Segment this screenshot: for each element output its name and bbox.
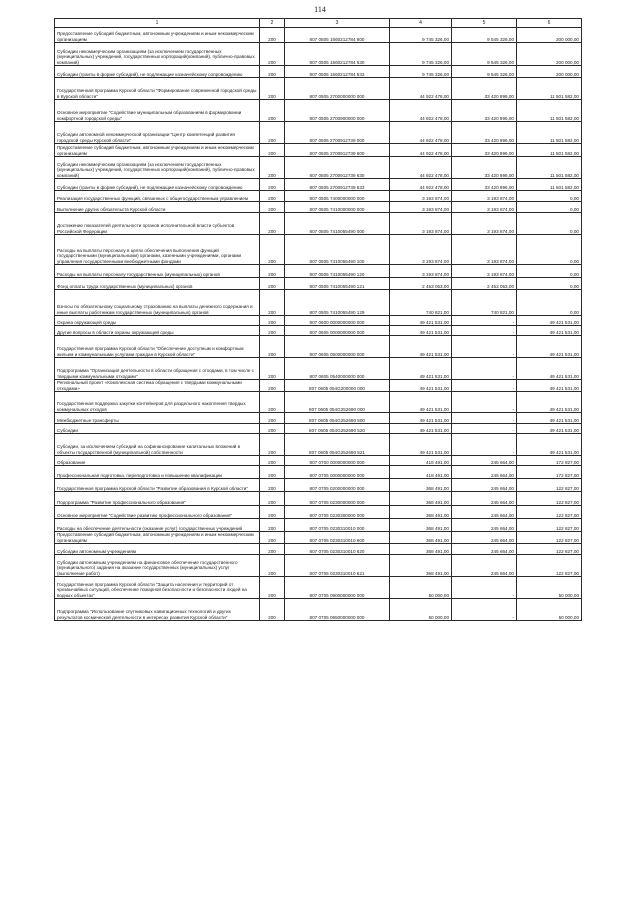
row-value-col6: 11 501 582,00 [517, 157, 582, 179]
row-value-col5: 245 664,00 [452, 506, 517, 519]
table-row [55, 434, 582, 456]
row-gr-code: 200 [260, 392, 285, 413]
row-gr-code: 200 [260, 599, 285, 621]
row-gr-code: 200 [260, 380, 285, 392]
table-row [55, 278, 582, 290]
row-classification-code: 807 0705 0230300000 000 [285, 506, 390, 519]
table-row [55, 100, 582, 122]
row-name: Субсидии (гранты в форме субсидий), не подлежащие казначейскому сопровождению [55, 179, 260, 191]
row-name: Государственная программа Курской области "Развитие образования в Курской области" [55, 479, 260, 492]
row-gr-code: 200 [260, 555, 285, 577]
row-name: Основное мероприятие "Содействие муниципальным образованиям в формировании комфортной городской среды" [55, 100, 260, 122]
table-row [55, 213, 582, 235]
row-classification-code: 807 0505 2700912739 633 [285, 179, 390, 191]
table-row [55, 336, 582, 358]
row-classification-code: 807 0505 2700912739 000 [285, 122, 390, 144]
table-row [55, 456, 582, 466]
row-value-col6: 122 827,00 [517, 492, 582, 506]
table-row [55, 179, 582, 191]
row-value-col6: 200 000,00 [517, 43, 582, 66]
row-value-col4: 44 922 478,00 [390, 157, 452, 179]
row-value-col6: 11 501 582,00 [517, 100, 582, 122]
column-header: 3 [285, 19, 390, 28]
row-name: Предоставление субсидий бюджетным, автономным учреждениям и иным некоммерческим организациям [55, 28, 260, 43]
row-value-col4: 49 421 531,00 [390, 434, 452, 456]
row-gr-code: 200 [260, 532, 285, 544]
table-row [55, 424, 582, 434]
row-value-col5: 33 420 896,00 [452, 179, 517, 191]
row-gr-code: 200 [260, 358, 285, 380]
row-classification-code: 807 0605 054G200000 000 [285, 380, 390, 392]
row-value-col4: 9 745 326,00 [390, 43, 452, 66]
row-value-col5: - [452, 358, 517, 380]
row-value-col4: 3 193 874,00 [390, 235, 452, 265]
table-row [55, 28, 582, 43]
table-row [55, 479, 582, 492]
row-classification-code: 807 0705 0230000000 000 [285, 492, 390, 506]
row-name: Взносы по обязательному социальному страхованию на выплаты денежного содержания и иные выплаты работникам государственных (муниципальных) органов [55, 290, 260, 316]
row-value-col4: 44 922 478,00 [390, 100, 452, 122]
row-value-col5: 33 420 896,00 [452, 122, 517, 144]
row-classification-code: 807 0705 0230310010 621 [285, 555, 390, 577]
row-value-col6: 0,00 [517, 278, 582, 290]
row-value-col4: 3 193 874,00 [390, 191, 452, 202]
row-value-col6: 49 421 531,00 [517, 392, 582, 413]
row-value-col5: 9 545 326,00 [452, 28, 517, 43]
row-value-col5: - [452, 316, 517, 326]
row-value-col5: - [452, 392, 517, 413]
row-value-col6: 200 000,00 [517, 28, 582, 43]
table-row [55, 78, 582, 100]
row-value-col5: 740 821,00 [452, 290, 517, 316]
row-name: Образование [55, 456, 260, 466]
row-gr-code: 200 [260, 78, 285, 100]
row-value-col5: 9 545 326,00 [452, 43, 517, 66]
row-value-col4: 368 491,00 [390, 479, 452, 492]
row-value-col4: 49 421 531,00 [390, 316, 452, 326]
row-value-col6: 50 000,00 [517, 577, 582, 599]
row-value-col4: 3 193 874,00 [390, 202, 452, 213]
row-classification-code: 807 0605 0540000000 000 [285, 358, 390, 380]
row-classification-code: 807 0505 2700000000 000 [285, 78, 390, 100]
row-classification-code: 807 0505 7410055490 121 [285, 278, 390, 290]
row-gr-code: 200 [260, 577, 285, 599]
row-value-col6: 49 421 531,00 [517, 434, 582, 456]
row-value-col6: 0,00 [517, 235, 582, 265]
row-value-col5: 33 420 896,00 [452, 144, 517, 157]
row-gr-code: 200 [260, 544, 285, 555]
table-row [55, 43, 582, 66]
row-value-col5: - [452, 336, 517, 358]
row-name: Субсидии некоммерческим организациям (за исключением государственных (муниципальных) учреждений, государственных корпораций(компаний), публично-правовых компаний) [55, 157, 260, 179]
row-value-col6: 50 000,00 [517, 599, 582, 621]
row-gr-code: 200 [260, 235, 285, 265]
row-value-col5: 33 420 896,00 [452, 157, 517, 179]
row-classification-code: 807 0705 0900000000 000 [285, 577, 390, 599]
row-classification-code: 807 0505 7410055490 100 [285, 235, 390, 265]
table-row [55, 544, 582, 555]
row-value-col4: 368 491,00 [390, 544, 452, 555]
row-gr-code: 200 [260, 43, 285, 66]
row-value-col6: 200 000,00 [517, 66, 582, 78]
row-value-col5: 245 664,00 [452, 544, 517, 555]
row-value-col5: 245 664,00 [452, 456, 517, 466]
row-value-col6: 122 827,00 [517, 479, 582, 492]
row-value-col4: 2 453 053,00 [390, 278, 452, 290]
row-value-col6: 122 827,00 [517, 544, 582, 555]
row-gr-code: 200 [260, 326, 285, 336]
row-name: Предоставление субсидий бюджетным, автономным учреждениям и иным некоммерческим организациям [55, 532, 260, 544]
row-value-col4: 9 745 326,00 [390, 28, 452, 43]
row-name: Субсидии автономным учреждениям [55, 544, 260, 555]
row-name: Охрана окружающей среды [55, 316, 260, 326]
row-classification-code: 807 0705 0200000000 000 [285, 479, 390, 492]
row-value-col6: 49 421 531,00 [517, 316, 582, 326]
row-value-col4: 44 922 478,00 [390, 78, 452, 100]
page-number: 114 [314, 5, 326, 14]
row-value-col6: 0,00 [517, 202, 582, 213]
row-classification-code: 807 0705 0950000000 000 [285, 599, 390, 621]
row-name: Государственная поддержка закупки контейнеров для раздельного накопления твердых коммунальных отходов [55, 392, 260, 413]
table-row [55, 157, 582, 179]
row-name: Государственная программа Курской области "Формирование современной городской среды в Курской области" [55, 78, 260, 100]
row-gr-code: 200 [260, 157, 285, 179]
row-classification-code: 807 0605 054G252690 000 [285, 392, 390, 413]
row-classification-code: 807 0600 0000000000 000 [285, 316, 390, 326]
row-value-col6: 11 501 582,00 [517, 122, 582, 144]
table-row [55, 413, 582, 424]
row-value-col5: 245 664,00 [452, 492, 517, 506]
row-classification-code: 807 0505 1660212784 630 [285, 43, 390, 66]
row-gr-code: 200 [260, 122, 285, 144]
row-value-col4: 418 491,00 [390, 466, 452, 479]
table-row [55, 392, 582, 413]
row-gr-code: 200 [260, 144, 285, 157]
row-classification-code: 807 0505 7410000000 000 [285, 202, 390, 213]
row-classification-code: 807 0605 054G252690 520 [285, 424, 390, 434]
row-gr-code: 200 [260, 479, 285, 492]
row-classification-code: 807 0505 7400000000 000 [285, 191, 390, 202]
row-classification-code: 807 0505 2700912739 600 [285, 144, 390, 157]
table-row [55, 599, 582, 621]
row-value-col5: 245 664,00 [452, 532, 517, 544]
row-name: Государственная программа Курской области "Защита населения и территорий от чрезвычайных ситуаций, обеспечение пожарной безопасности и безопасности людей на водных объектах" [55, 577, 260, 599]
row-classification-code: 807 0705 0000000000 000 [285, 466, 390, 479]
row-value-col6: 49 421 531,00 [517, 336, 582, 358]
table-row [55, 66, 582, 78]
row-gr-code: 200 [260, 278, 285, 290]
row-value-col4: 50 000,00 [390, 599, 452, 621]
row-gr-code: 200 [260, 191, 285, 202]
table-row [55, 358, 582, 380]
row-value-col4: 49 421 531,00 [390, 358, 452, 380]
row-name: Расходы на обеспечение деятельности (оказание услуг) государственных учреждений [55, 519, 260, 532]
row-value-col6: 172 827,00 [517, 466, 582, 479]
row-gr-code: 200 [260, 466, 285, 479]
row-gr-code: 200 [260, 336, 285, 358]
row-classification-code: 807 0700 0000000000 000 [285, 456, 390, 466]
row-value-col4: 44 922 478,00 [390, 179, 452, 191]
row-value-col4: 368 491,00 [390, 492, 452, 506]
row-name: Предоставление субсидий бюджетным, автономным учреждениям и иным некоммерческим организациям [55, 144, 260, 157]
row-classification-code: 807 0705 0230310010 600 [285, 532, 390, 544]
row-value-col5: 3 193 874,00 [452, 202, 517, 213]
column-header: 2 [260, 19, 285, 28]
row-name: Подпрограмма "Организация деятельности в области обращения с отходами, в том числе с твердыми коммунальными отходами" [55, 358, 260, 380]
row-name: Расходы на выплаты персоналу государственных (муниципальных) органов [55, 265, 260, 278]
row-name: Субсидии [55, 424, 260, 434]
row-value-col4: 418 491,00 [390, 456, 452, 466]
budget-table [54, 18, 582, 621]
table-row [55, 577, 582, 599]
row-value-col6: 122 827,00 [517, 519, 582, 532]
row-value-col5: 3 193 874,00 [452, 191, 517, 202]
row-classification-code: 807 0705 0230310010 000 [285, 519, 390, 532]
row-classification-code: 807 0705 0230310010 620 [285, 544, 390, 555]
row-value-col5: - [452, 424, 517, 434]
row-value-col4: 49 421 531,00 [390, 326, 452, 336]
row-value-col6: 0,00 [517, 213, 582, 235]
row-gr-code: 200 [260, 519, 285, 532]
row-value-col4: 49 421 531,00 [390, 424, 452, 434]
row-value-col6: 172 827,00 [517, 456, 582, 466]
table-row [55, 466, 582, 479]
row-classification-code: 807 0505 1660212784 600 [285, 28, 390, 43]
column-header: 5 [452, 19, 517, 28]
row-name: Другие вопросы в области охраны окружающей среды [55, 326, 260, 336]
row-name: Субсидии автономным учреждениям на финансовое обеспечение государственного (муниципального) задания на оказание государственных (муниципальных) услуг (выполнение работ) [55, 555, 260, 577]
row-name: Межбюджетные трансферты [55, 413, 260, 424]
row-value-col6: 122 827,00 [517, 555, 582, 577]
row-value-col6: 122 827,00 [517, 532, 582, 544]
row-classification-code: 807 0505 7410055490 000 [285, 213, 390, 235]
row-value-col6: 0,00 [517, 191, 582, 202]
table-row [55, 235, 582, 265]
row-classification-code: 807 0505 1660212784 633 [285, 66, 390, 78]
row-value-col5: 3 193 874,00 [452, 265, 517, 278]
row-name: Субсидии автономной некоммерческой организации "Центр компетенций развития городской среды Курской области" [55, 122, 260, 144]
row-value-col6: 49 421 531,00 [517, 413, 582, 424]
row-gr-code: 200 [260, 413, 285, 424]
row-gr-code: 200 [260, 28, 285, 43]
row-name: Государственная программа Курской области "Обеспечение доступным и комфортным жильем и коммунальными услугами граждан в Курской области" [55, 336, 260, 358]
column-header: 4 [390, 19, 452, 28]
table-row [55, 316, 582, 326]
row-value-col6: 122 827,00 [517, 506, 582, 519]
row-value-col5: - [452, 599, 517, 621]
row-classification-code: 807 0505 7410055490 129 [285, 290, 390, 316]
table-row [55, 532, 582, 544]
row-gr-code: 200 [260, 202, 285, 213]
row-gr-code: 200 [260, 179, 285, 191]
row-name: Субсидии, за исключением субсидий на софинансирование капитальных вложений в объекты государственной (муниципальной) собственности [55, 434, 260, 456]
row-gr-code: 200 [260, 213, 285, 235]
row-classification-code: 807 0605 0500000000 000 [285, 336, 390, 358]
row-value-col6: 11 501 582,00 [517, 144, 582, 157]
row-value-col4: 368 491,00 [390, 532, 452, 544]
row-classification-code: 807 0505 2700912739 630 [285, 157, 390, 179]
row-classification-code: 807 0605 054G252690 500 [285, 413, 390, 424]
row-value-col5: - [452, 577, 517, 599]
row-name: Региональный проект «Комплексная система обращения с твердыми коммунальными отходами» [55, 380, 260, 392]
row-gr-code: 200 [260, 424, 285, 434]
column-header: 6 [517, 19, 582, 28]
table-row [55, 519, 582, 532]
row-name: Субсидии некоммерческим организациям (за исключением государственных (муниципальных) учреждений, государственных корпораций(компаний), публично-правовых компаний) [55, 43, 260, 66]
row-value-col6: 11 501 582,00 [517, 179, 582, 191]
table-row [55, 492, 582, 506]
row-gr-code: 200 [260, 316, 285, 326]
row-value-col5: - [452, 413, 517, 424]
row-value-col5: 3 193 874,00 [452, 213, 517, 235]
table-row [55, 202, 582, 213]
row-name: Субсидии (гранты в форме субсидий), не подлежащие казначейскому сопровождению [55, 66, 260, 78]
row-gr-code: 200 [260, 506, 285, 519]
row-gr-code: 200 [260, 456, 285, 466]
row-value-col4: 44 922 478,00 [390, 122, 452, 144]
row-gr-code: 200 [260, 290, 285, 316]
row-name: Достижение показателей деятельности органов исполнительной власти субъектов Российской Федерации [55, 213, 260, 235]
row-value-col6: 49 421 531,00 [517, 358, 582, 380]
table-row [55, 326, 582, 336]
table-row [55, 290, 582, 316]
row-value-col4: 3 193 874,00 [390, 265, 452, 278]
row-value-col5: 245 664,00 [452, 555, 517, 577]
row-value-col5: 2 453 053,00 [452, 278, 517, 290]
row-classification-code: 807 0505 7410055490 120 [285, 265, 390, 278]
column-header: 1 [55, 19, 260, 28]
row-name: Фонд оплаты труда государственных (муниципальных) органов [55, 278, 260, 290]
row-value-col4: 44 922 478,00 [390, 144, 452, 157]
row-name: Реализация государственных функций, связанных с общегосударственным управлением [55, 191, 260, 202]
row-gr-code: 200 [260, 492, 285, 506]
row-value-col5: 245 664,00 [452, 466, 517, 479]
row-value-col4: 9 745 326,00 [390, 66, 452, 78]
table-header-row [55, 19, 582, 28]
row-value-col5: 245 664,00 [452, 479, 517, 492]
row-gr-code: 200 [260, 265, 285, 278]
row-value-col5: 245 664,00 [452, 519, 517, 532]
row-value-col6: 0,00 [517, 290, 582, 316]
table-row [55, 144, 582, 157]
row-value-col6: 49 421 531,00 [517, 380, 582, 392]
row-name: Выполнение других обязательств Курской области [55, 202, 260, 213]
row-gr-code: 200 [260, 434, 285, 456]
row-name: Основное мероприятие "Содействие развитию профессионального образования" [55, 506, 260, 519]
row-value-col6: 49 421 531,00 [517, 424, 582, 434]
row-value-col5: - [452, 380, 517, 392]
table-row [55, 380, 582, 392]
row-classification-code: 807 0505 2700900000 000 [285, 100, 390, 122]
row-value-col4: 3 193 874,00 [390, 213, 452, 235]
row-value-col5: - [452, 434, 517, 456]
table-row [55, 555, 582, 577]
row-value-col4: 740 821,00 [390, 290, 452, 316]
row-value-col5: 33 420 896,00 [452, 78, 517, 100]
row-value-col4: 49 421 531,00 [390, 413, 452, 424]
table-row [55, 191, 582, 202]
row-name: Подпрограмма "Использование спутниковых навигационных технологий и других результатов космической деятельности в интересах развития Курской области" [55, 599, 260, 621]
row-name: Профессиональная подготовка, переподготовка и повышение квалификации [55, 466, 260, 479]
row-value-col5: - [452, 326, 517, 336]
row-classification-code: 807 0605 054G252690 521 [285, 434, 390, 456]
row-value-col4: 50 000,00 [390, 577, 452, 599]
row-gr-code: 200 [260, 66, 285, 78]
row-value-col4: 49 421 531,00 [390, 380, 452, 392]
row-value-col6: 0,00 [517, 265, 582, 278]
row-value-col4: 49 421 531,00 [390, 336, 452, 358]
table-row [55, 122, 582, 144]
row-value-col4: 368 491,00 [390, 519, 452, 532]
row-value-col4: 368 491,00 [390, 555, 452, 577]
row-value-col5: 33 420 896,00 [452, 100, 517, 122]
row-value-col5: 3 193 874,00 [452, 235, 517, 265]
table-row [55, 265, 582, 278]
row-name: Подпрограмма "Развитие профессионального образования" [55, 492, 260, 506]
row-value-col4: 368 491,00 [390, 506, 452, 519]
row-classification-code: 807 0605 0000000000 000 [285, 326, 390, 336]
row-value-col5: 9 545 326,00 [452, 66, 517, 78]
row-name: Расходы на выплаты персоналу в целях обеспечения выполнения функций государственными (муниципальными) органами, казенными учреждениями, органами управления государственными внебюджетными фондами [55, 235, 260, 265]
row-value-col6: 11 501 582,00 [517, 78, 582, 100]
table-row [55, 506, 582, 519]
row-value-col4: 49 421 531,00 [390, 392, 452, 413]
row-value-col6: 49 421 531,00 [517, 326, 582, 336]
row-gr-code: 200 [260, 100, 285, 122]
